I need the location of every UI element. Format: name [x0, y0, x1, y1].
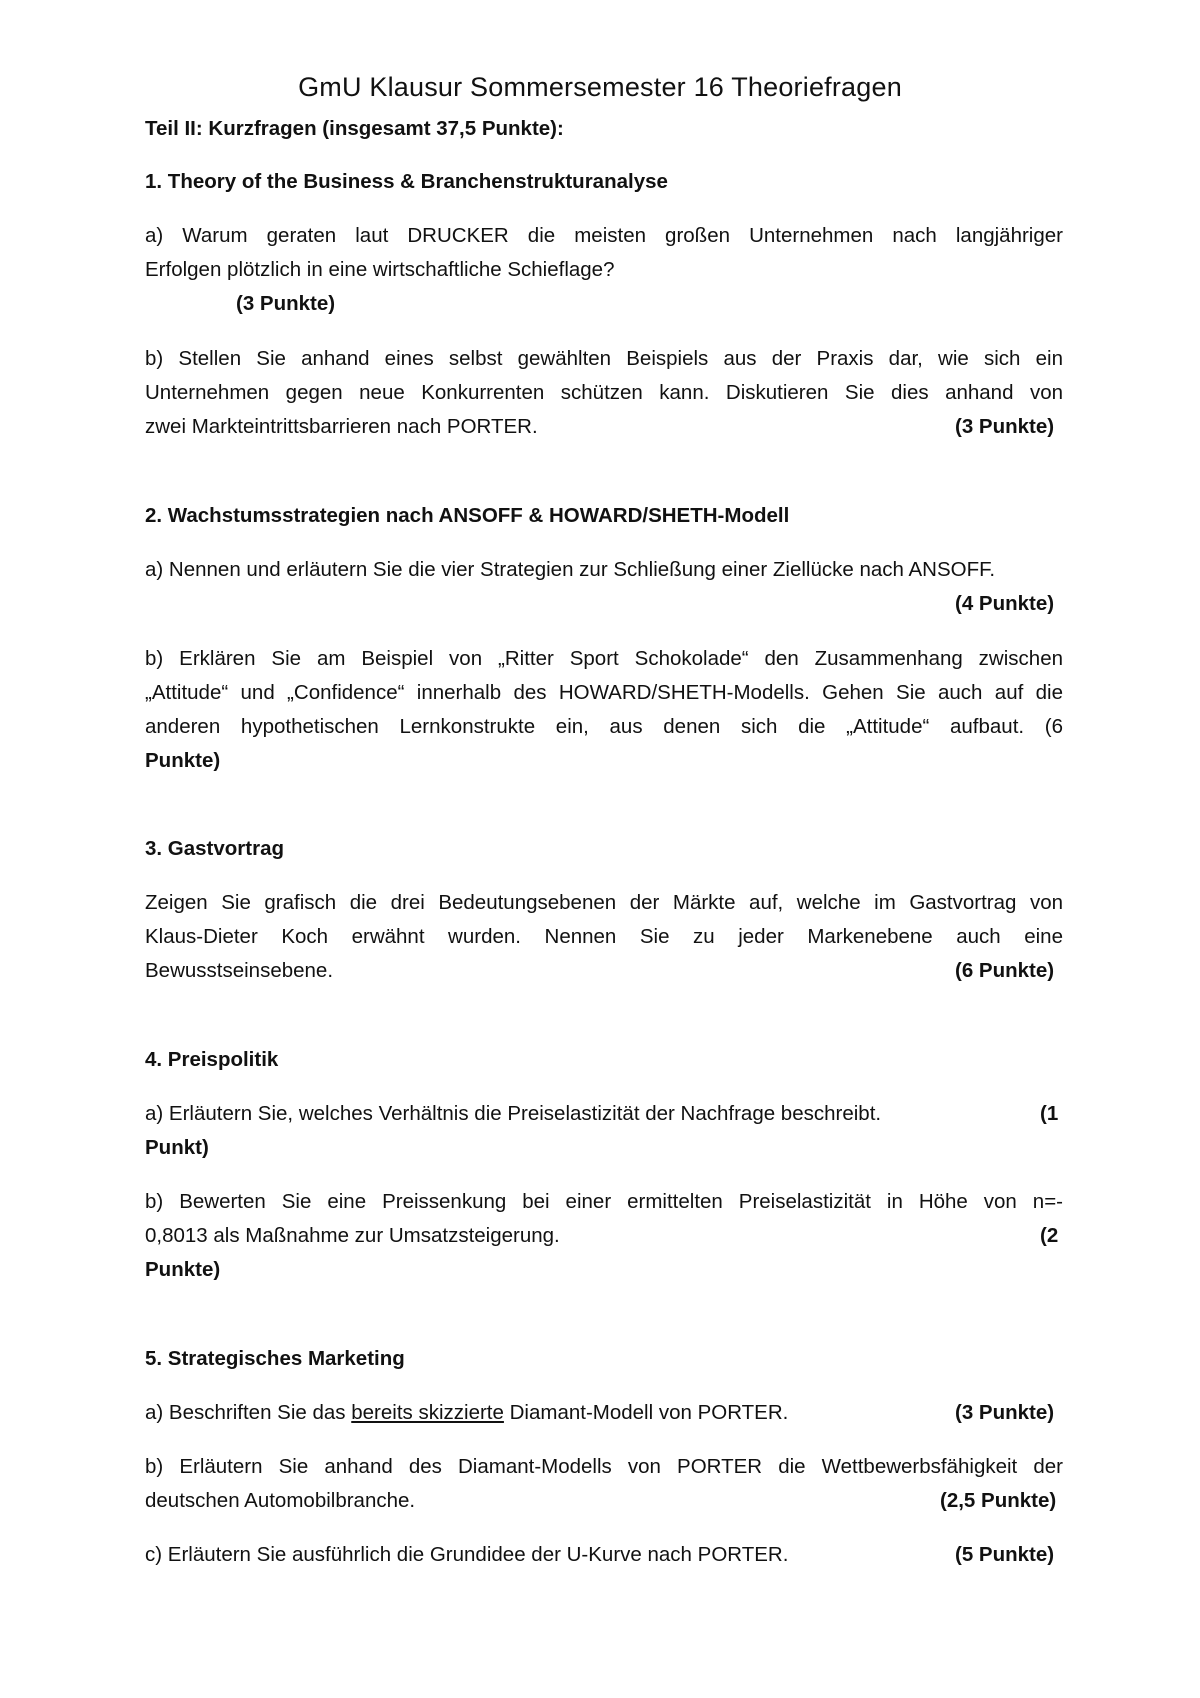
- s1-b-line-3: zwei Markteintrittsbarrieren nach PORTER.: [145, 415, 538, 438]
- s5-b-line-2: deutschen Automobilbranche.: [145, 1489, 416, 1512]
- section-4-heading: 4. Preispolitik: [145, 1048, 279, 1071]
- s4-a-points: (1: [1040, 1102, 1059, 1125]
- s3-points: (6 Punkte): [955, 959, 1055, 982]
- s5-c-points: (5 Punkte): [955, 1543, 1055, 1566]
- section-5-heading: 5. Strategisches Marketing: [145, 1347, 405, 1370]
- s4-b-line-2: 0,8013 als Maßnahme zur Umsatzsteigerung.: [145, 1224, 560, 1247]
- part-heading: Teil II: Kurzfragen (insgesamt 37,5 Punkte):: [145, 117, 564, 140]
- s1-b-line-1: b) Stellen Sie anhand eines selbst gewählten Beispiels aus der Praxis dar, wie sich ein: [145, 347, 1063, 370]
- section-1-heading: 1. Theory of the Business & Branchenstrukturanalyse: [145, 170, 668, 193]
- s5-b-line-1: b) Erläutern Sie anhand des Diamant-Modells von PORTER die Wettbewerbsfähigkeit der: [145, 1455, 1063, 1478]
- s1-a-line-1: a) Warum geraten laut DRUCKER die meisten großen Unternehmen nach langjähriger: [145, 224, 1063, 247]
- s5-a-line: [145, 1401, 1063, 1425]
- s5-b-points: (2,5 Punkte): [940, 1489, 1057, 1512]
- s4-b-line-3: Punkte): [145, 1258, 221, 1281]
- s5-a-underlined: bereits skizzierte: [351, 1401, 504, 1424]
- section-3-heading: 3. Gastvortrag: [145, 837, 284, 860]
- s3-line-1: Zeigen Sie grafisch die drei Bedeutungsebenen der Märkte auf, welche im Gastvortrag von: [145, 891, 1063, 914]
- s4-a-line-2: Punkt): [145, 1136, 209, 1159]
- s5-c-line-1: c) Erläutern Sie ausführlich die Grundidee der U-Kurve nach PORTER.: [145, 1543, 789, 1566]
- s3-line-2: Klaus-Dieter Koch erwähnt wurden. Nennen Sie zu jeder Markenebene auch eine: [145, 925, 1063, 948]
- s2-a-line-1: a) Nennen und erläutern Sie die vier Strategien zur Schließung einer Ziellücke nach ANSOFF.: [145, 558, 996, 581]
- s1-a-points: (3 Punkte): [236, 292, 336, 315]
- s2-b-line-4: Punkte): [145, 749, 221, 772]
- s1-a-line-2: Erfolgen plötzlich in eine wirtschaftliche Schieflage?: [145, 258, 615, 281]
- s5-a-pre: a) Beschriften Sie das: [145, 1401, 352, 1424]
- section-2-heading: 2. Wachstumsstrategien nach ANSOFF & HOWARD/SHETH-Modell: [145, 504, 790, 527]
- s1-b-points: (3 Punkte): [955, 415, 1055, 438]
- page-title: GmU Klausur Sommersemester 16 Theoriefragen: [298, 72, 902, 102]
- s3-line-3: Bewusstseinsebene.: [145, 959, 334, 982]
- s2-b-line-2: „Attitude“ und „Confidence“ innerhalb des HOWARD/SHETH-Modells. Gehen Sie auch auf die: [145, 681, 1063, 704]
- s4-b-points: (2: [1040, 1224, 1059, 1247]
- s5-a-post: Diamant-Modell von PORTER.: [503, 1401, 789, 1424]
- s2-a-points: (4 Punkte): [955, 592, 1055, 615]
- s2-b-line-3: anderen hypothetischen Lernkonstrukte ein, aus denen sich die „Attitude“ aufbaut. (6: [145, 715, 1063, 738]
- s4-b-line-1: b) Bewerten Sie eine Preissenkung bei einer ermittelten Preiselastizität in Höhe von n=-: [145, 1190, 1063, 1213]
- s1-b-line-2: Unternehmen gegen neue Konkurrenten schützen kann. Diskutieren Sie dies anhand von: [145, 381, 1063, 404]
- s5-a-points: (3 Punkte): [955, 1401, 1055, 1424]
- s4-a-line-1: a) Erläutern Sie, welches Verhältnis die Preiselastizität der Nachfrage beschreibt.: [145, 1102, 882, 1125]
- s2-b-line-1: b) Erklären Sie am Beispiel von „Ritter Sport Schokolade“ den Zusammenhang zwischen: [145, 647, 1063, 670]
